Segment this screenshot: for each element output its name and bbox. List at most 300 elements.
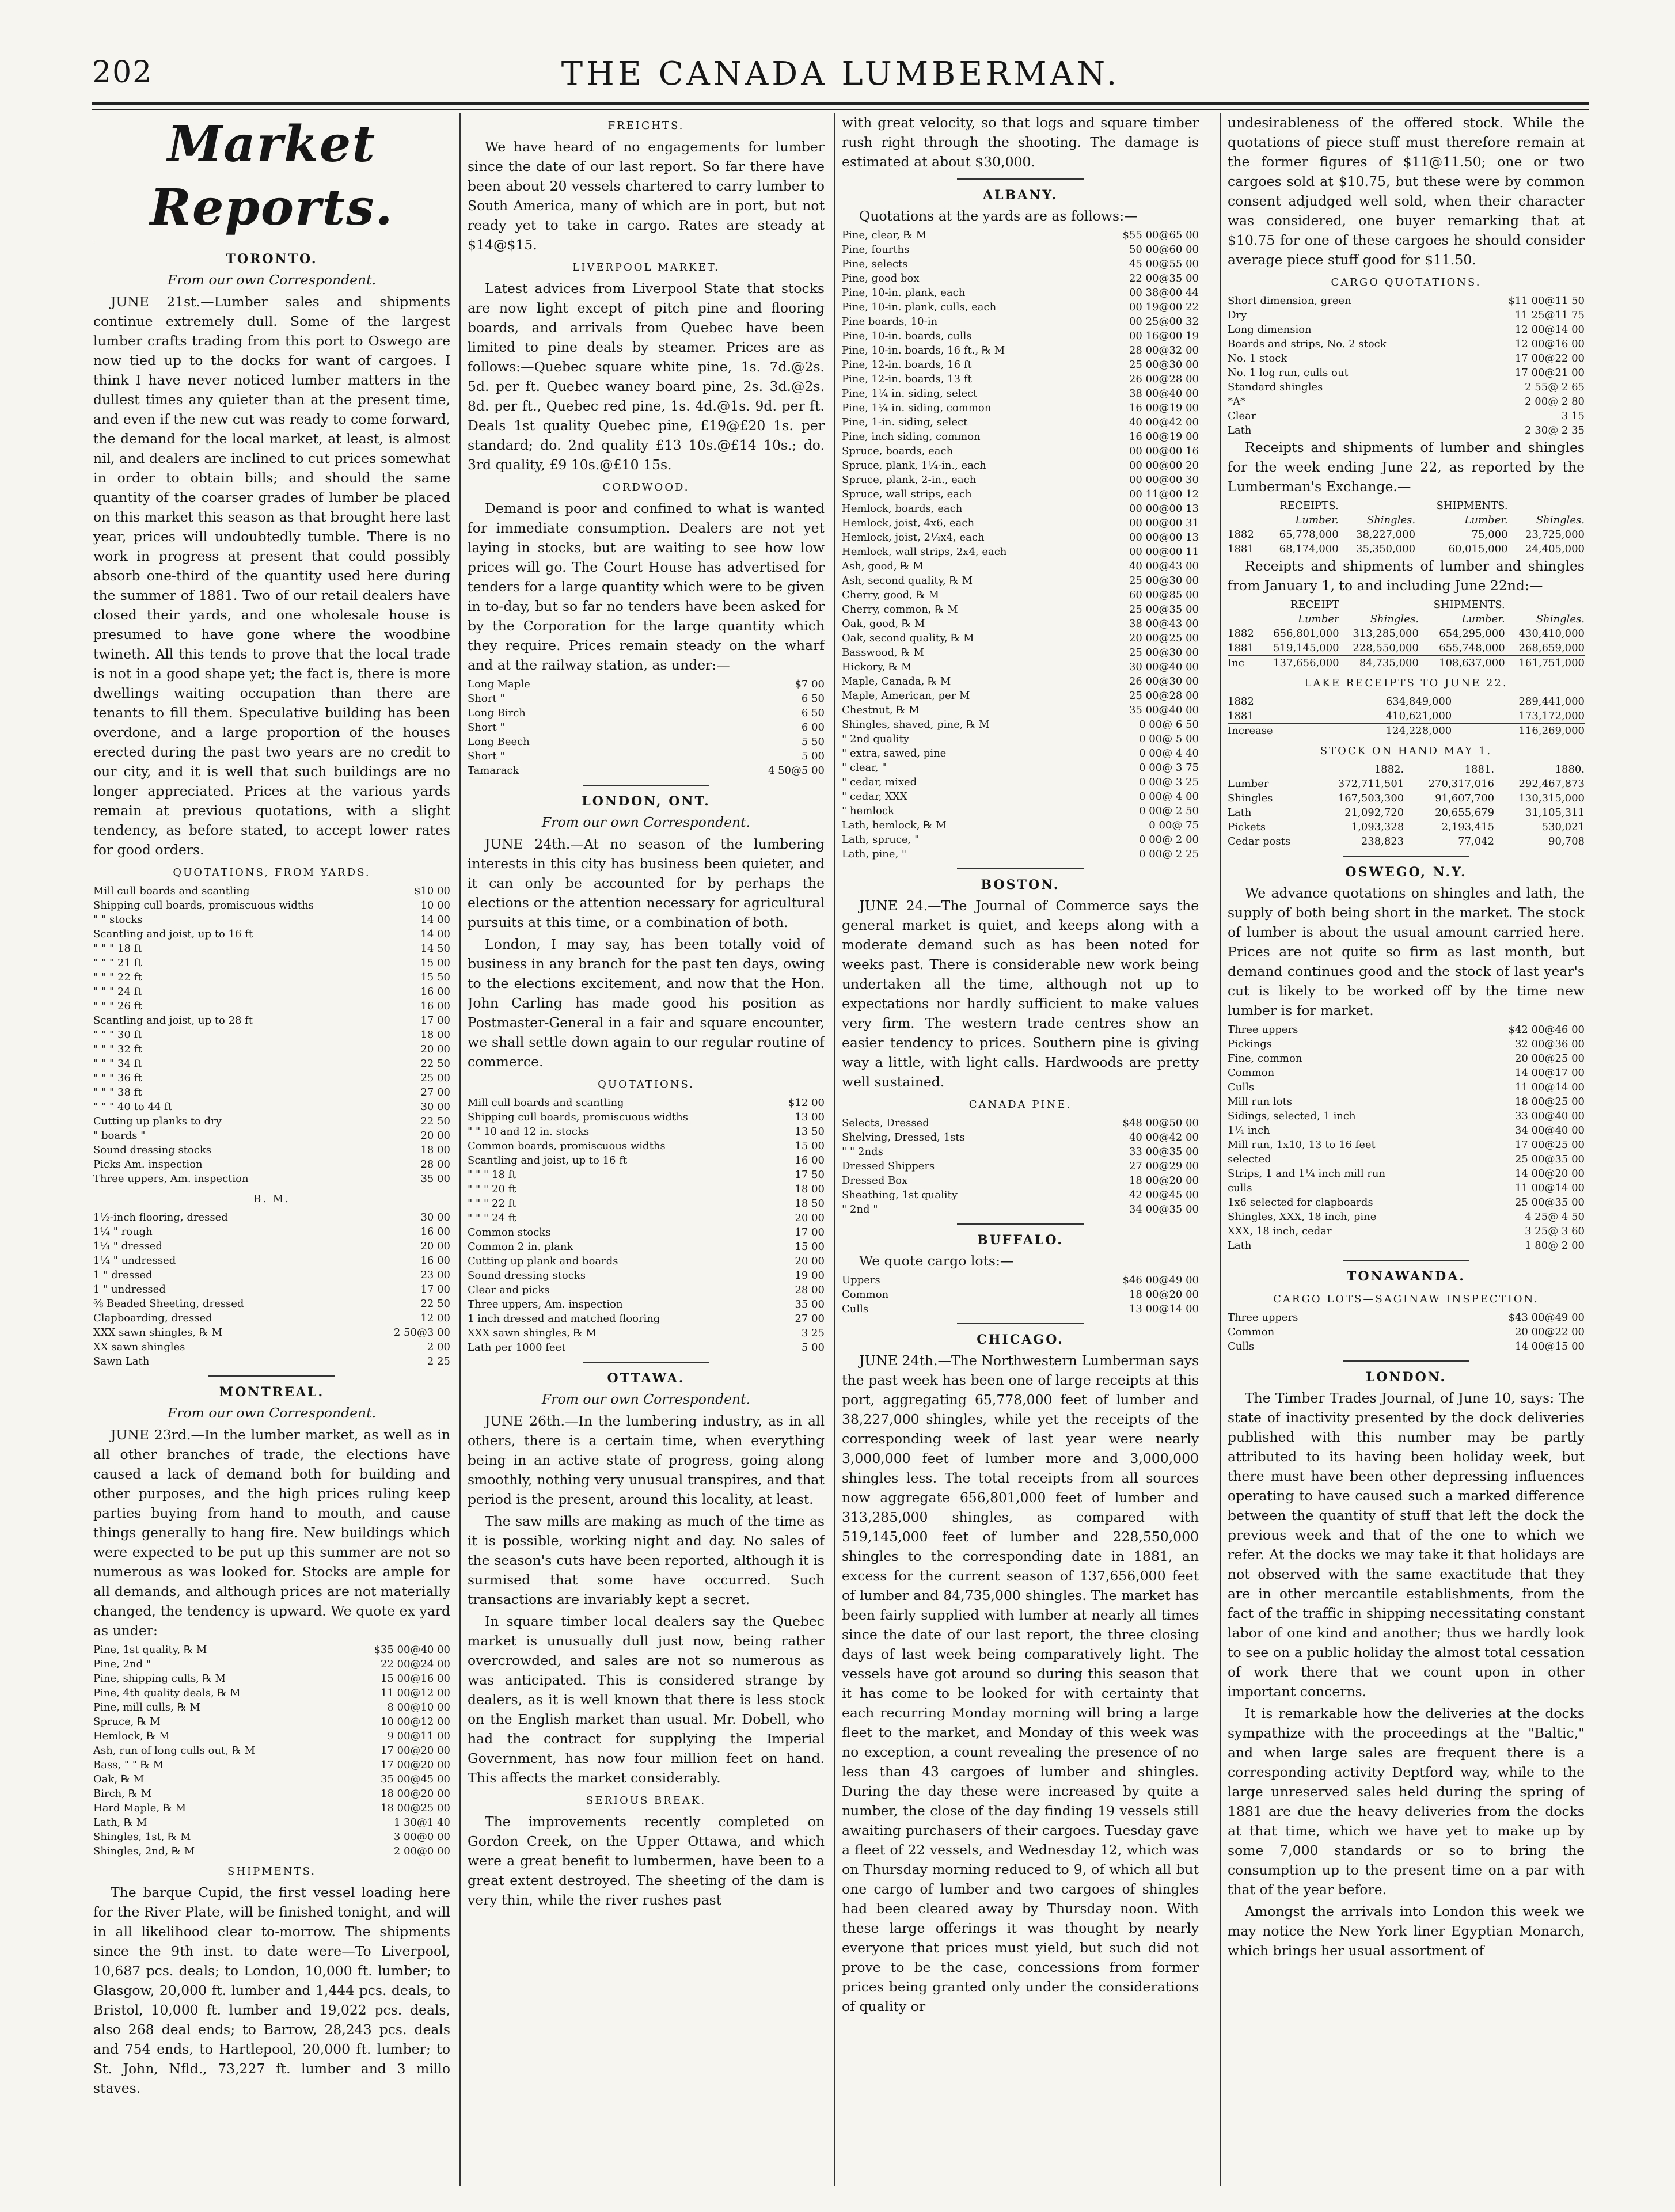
lake-receipts-table	[1228, 694, 1585, 738]
table-row	[468, 1168, 825, 1182]
item-name: Birch, ℞ M	[93, 1788, 151, 1800]
item-name: Clear	[1228, 410, 1256, 422]
item-price: $46 00@49 00	[1122, 1274, 1199, 1286]
item-name: " " " 24 ft	[93, 986, 142, 998]
item-name: XXX sawn shingles, ℞ M	[468, 1327, 597, 1339]
heading-oswego: OSWEGO, N.Y.	[1345, 865, 1467, 880]
table-row	[1228, 322, 1585, 337]
item-price: 4 50@5 00	[768, 765, 825, 777]
table-row	[842, 415, 1199, 430]
table-row	[842, 746, 1199, 761]
item-price: 35 00	[420, 1173, 450, 1185]
chicago-report: JUNE 24th.—The Northwestern Lumberman says the past week has been one of large receipts at this port, aggregating 65,778,000 feet of lumber and 38,227,000 shingles, while yet the receipts of the corresponding week of last year were nearly 3,000,000 feet of lumber more and 3,000,000 shingles less. The total receipts from all sources now aggregate 656,801,000 feet of lumber and 313,285,000 shingles, as compared with 519,145,000 feet of lumber and 228,550,000 shingles to the corresponding date in 1881, an excess for the current season of 137,656,000 feet of lumber and 84,735,000 shingles. The market has been fairly supplied with lumber at nearly all times since the date of our last report, the three closing days of last week being comparatively light. The vessels have got around so during this season that it has come to be looked for with certainty that each recurring Monday morning will bring a large fleet to the market, and Monday of this week was no exception, a count revealing the presence of no less than 43 cargoes of lumber and shingles. During the day these were increased by quite a number, the close of the day finding 19 vessels still awaiting purchasers of their cargoes. Tuesday gave a fleet of 22 vessels, and Wednesday 12, which was on Thursday morning reduced to 9, of which all but one cargo of lumber and two cargoes of shingles had been cleared away by Thursday noon. With these large offerings it was thought by nearly everyone that prices must yield, but such did not prove to be the case, concessions from former prices being granted only under the considerations of quality or	[842, 1352, 1199, 2015]
item-price: 14 50	[420, 942, 450, 955]
item-name: " " " 18 ft	[93, 942, 142, 955]
table-row	[93, 1772, 450, 1787]
item-price: 32 00@36 00	[1514, 1038, 1585, 1050]
table-row	[1228, 1138, 1585, 1152]
item-name: Pine, 1¼ in. siding, select	[842, 387, 978, 400]
table-row	[93, 927, 450, 941]
item-price: $12 00	[788, 1097, 825, 1109]
item-name: Long dimension	[1228, 324, 1312, 336]
item-price: 3 15	[1561, 410, 1585, 422]
table-row	[468, 1283, 825, 1297]
table-row	[468, 1312, 825, 1326]
item-name: " " stocks	[93, 914, 143, 926]
item-name: " " " 22 ft	[93, 971, 142, 983]
table-row	[842, 286, 1199, 300]
table-row	[93, 1253, 450, 1268]
item-name: Short "	[468, 750, 505, 762]
item-name: " boards "	[93, 1130, 146, 1142]
item-name: Cherry, good, ℞ M	[842, 589, 939, 601]
item-name: " cedar, XXX	[842, 790, 907, 803]
table-row	[1228, 1195, 1585, 1210]
item-price: 2 00@ 2 80	[1525, 396, 1585, 408]
subheading: STOCK ON HAND MAY 1.	[1320, 745, 1492, 757]
table-cell: 410,621,000	[1385, 710, 1452, 722]
table-row	[468, 1297, 825, 1312]
item-price: 16 00	[420, 1255, 450, 1267]
section-title: Market Reports.	[93, 113, 450, 241]
table-cell: Lumber.	[1295, 514, 1339, 526]
item-name: Pine, 4th quality deals, ℞ M	[93, 1687, 241, 1699]
table-row	[842, 789, 1199, 804]
subheading: LIVERPOOL MARKET.	[572, 261, 720, 273]
table-row	[468, 720, 825, 735]
item-name: Clear and picks	[468, 1284, 550, 1296]
table-cell: 161,751,000	[1518, 657, 1585, 669]
price-table	[468, 677, 825, 778]
item-price: 13 00	[795, 1111, 825, 1123]
table-cell: 60,015,000	[1448, 543, 1508, 555]
heading-london-ont: LONDON, ONT.	[582, 794, 711, 809]
item-price: 8 00@10 00	[387, 1701, 450, 1713]
shipments-report: The barque Cupid, the first vessel loading here for the River Plate, will be finished tonight, and will in all likelihood clear to-morrow. The shipments since the 9th inst. to date were—To Liverpool, 10,687 pcs. deals; to London, 10,000 ft. lumber; to Glasgow, 20,000 ft. lumber and 1,444 pcs. deals, to Bristol, 10,000 ft. lumber and 19,022 pcs. deals, also 268 deal ends; to Barrow, 28,243 pcs. deals and 754 ends, to Hartlepool, 20,000 ft. lumber; to St. John, Nfld., 73,227 ft. lumber and 3 millo staves.	[93, 1884, 450, 2096]
column-1	[93, 113, 450, 2186]
item-name: Maple, American, per M	[842, 690, 970, 702]
item-price: 0 00@ 4 00	[1139, 790, 1199, 803]
table-row	[842, 271, 1199, 286]
item-price: 3 25	[801, 1327, 825, 1339]
item-name: Oak, second quality, ℞ M	[842, 632, 974, 644]
item-price: 0 00@ 75	[1149, 819, 1199, 831]
heading-albany: ALBANY.	[983, 188, 1058, 203]
table-cell: 430,410,000	[1518, 628, 1585, 640]
table-cell: 65,778,000	[1279, 529, 1339, 541]
subheading: SERIOUS BREAK.	[586, 1795, 707, 1807]
item-name: Pickings	[1228, 1038, 1272, 1050]
table-cell	[1228, 499, 1262, 513]
item-price: 33 00@35 00	[1129, 1146, 1199, 1158]
table-row	[468, 1340, 825, 1355]
item-price: 6 50	[801, 693, 825, 705]
table-row	[842, 559, 1199, 573]
item-name: " " " 32 ft	[93, 1043, 142, 1055]
receipts-table	[1228, 598, 1585, 670]
table-row	[468, 1182, 825, 1196]
item-price: 13 50	[795, 1126, 825, 1138]
table-cell: 173,172,000	[1518, 710, 1585, 722]
table-row	[93, 1715, 450, 1729]
item-price: 11 00@14 00	[1514, 1081, 1585, 1093]
item-name: Shipping cull boards, promiscuous widths	[468, 1111, 688, 1123]
table-row	[842, 732, 1199, 746]
item-name: Culls	[842, 1303, 869, 1315]
table-cell: Lumber.	[1461, 613, 1505, 625]
item-price: 20 00@22 00	[1514, 1326, 1585, 1338]
item-name: " " " 22 ft	[468, 1198, 516, 1210]
london-report: Amongst the arrivals into London this week we may notice the New York liner Egyptian Monarch, which brings her usual assortment of	[1228, 1903, 1585, 1959]
table-row	[1228, 834, 1585, 849]
item-price: 16 00	[420, 1000, 450, 1012]
item-price: 15 00	[795, 1241, 825, 1253]
table-row	[468, 1211, 825, 1225]
table-row	[1228, 1310, 1585, 1325]
price-table	[842, 228, 1199, 861]
table-cell: 1881	[1228, 543, 1254, 555]
table-row	[93, 1758, 450, 1772]
table-row	[842, 588, 1199, 602]
table-cell: 270,317,016	[1428, 778, 1495, 790]
item-price: 00 00@00 20	[1129, 459, 1199, 472]
table-row	[93, 1743, 450, 1758]
item-price: 2 00	[427, 1341, 450, 1353]
item-name: 1¼ " rough	[93, 1226, 153, 1238]
item-name: Shingles, shaved, pine, ℞ M	[842, 719, 990, 731]
item-price: 11 00@12 00	[380, 1687, 450, 1699]
item-price: 40 00@42 00	[1129, 416, 1199, 428]
item-name: Pine, 10-in. plank, each	[842, 287, 966, 299]
item-name: Sawn Lath	[93, 1355, 150, 1367]
table-cell: 292,467,873	[1518, 778, 1585, 790]
table-row	[1228, 1094, 1585, 1109]
item-name: Bass, " " ℞ M	[93, 1759, 164, 1771]
item-price: 16 00	[795, 1154, 825, 1166]
item-price: 33 00@40 00	[1514, 1110, 1585, 1122]
masthead	[92, 55, 1589, 96]
table-row	[93, 1085, 450, 1100]
item-price: 30 00	[420, 1211, 450, 1223]
table-cell: 654,295,000	[1439, 628, 1505, 640]
table-row	[1228, 423, 1585, 438]
table-row	[842, 530, 1199, 545]
item-name: Short dimension, green	[1228, 295, 1351, 307]
item-price: 0 00@ 4 40	[1139, 747, 1199, 759]
item-name: Picks Am. inspection	[93, 1158, 203, 1170]
item-name: Oak, ℞ M	[93, 1773, 145, 1785]
price-table	[468, 1096, 825, 1355]
table-cell	[1339, 499, 1415, 513]
heading-ottawa: OTTAWA.	[607, 1371, 685, 1386]
item-name: Short "	[468, 721, 505, 733]
table-cell: SHIPMENTS.	[1433, 599, 1505, 611]
item-name: 1½-inch flooring, dressed	[93, 1211, 228, 1223]
table-row	[842, 358, 1199, 372]
table-row	[842, 329, 1199, 343]
table-row	[842, 501, 1199, 516]
item-price: 6 00	[801, 721, 825, 733]
item-name: Spruce, ℞ M	[93, 1716, 161, 1728]
item-price: 9 00@11 00	[387, 1730, 450, 1742]
item-name: " cedar, mixed	[842, 776, 917, 788]
item-price: 13 00@14 00	[1129, 1303, 1199, 1315]
item-name: Dressed Box	[842, 1175, 908, 1187]
table-row	[1228, 380, 1585, 394]
london-report: It is remarkable how the deliveries at the docks sympathize with the proceedings at the "Baltic," and when large sales are frequent there is a corresponding activity Deptford way, while to the large unreserved sales held during the spring of 1881 are due the heavy deliveries from the docks at that time, which we have yet to make up by some 7,000 standards or so to bring the consumption up to the present time on a par with that of the year before.	[1228, 1705, 1585, 1898]
item-name: " " " 26 ft	[93, 1000, 142, 1012]
column-3	[842, 113, 1199, 2186]
item-name: Pine, clear, ℞ M	[842, 229, 927, 241]
table-row	[842, 1287, 1199, 1302]
subheading: CORDWOOD.	[602, 481, 690, 493]
table-cell: 289,441,000	[1518, 695, 1585, 708]
item-price: 14 00@20 00	[1514, 1168, 1585, 1180]
table-cell: 108,637,000	[1439, 657, 1505, 669]
table-row	[842, 1145, 1199, 1159]
item-price: 14 00	[420, 928, 450, 940]
table-row	[1228, 1123, 1585, 1138]
item-name: Cutting up planks to dry	[93, 1115, 222, 1127]
item-name: ⅝ Beaded Sheeting, dressed	[93, 1298, 244, 1310]
item-price: 20 00	[420, 1130, 450, 1142]
heading-toronto: TORONTO.	[226, 252, 318, 267]
byline: From our own Correspondent.	[167, 272, 377, 288]
continued-text: with great velocity, so that logs and square timber rush right through the shooting. The damage is estimated at about $30,000.	[842, 115, 1199, 170]
table-row	[842, 645, 1199, 660]
table-row	[842, 401, 1199, 415]
item-price: 0 00@ 3 25	[1139, 776, 1199, 788]
item-name: Strips, 1 and 1¼ inch mill run	[1228, 1168, 1386, 1180]
item-price: 12 00@16 00	[1514, 338, 1585, 350]
item-name: 1 " dressed	[93, 1269, 153, 1281]
item-price: 22 00@35 00	[1129, 272, 1199, 284]
table-row	[93, 1311, 450, 1325]
item-price: 5 00	[801, 750, 825, 762]
table-cell: 35,350,000	[1356, 543, 1416, 555]
item-name: Mill cull boards and scantling	[468, 1097, 624, 1109]
item-price: $55 00@65 00	[1122, 229, 1199, 241]
receipts-table	[1228, 499, 1585, 556]
serious-break-report: The improvements recently completed on Gordon Creek, on the Upper Ottawa, and which were a great benefit to lumbermen, have been to a great extent destroyed. The sheeting of the dam is very thin, while the river rushes past	[468, 1814, 825, 1908]
item-price: 22 50	[420, 1298, 450, 1310]
table-cell	[1228, 762, 1313, 777]
table-row	[842, 1130, 1199, 1145]
ottawa-report: In square timber local dealers say the Quebec market is unusually dull just now, being rather overcrowded, and sales are not so numerous as was anticipated. This is considered strange by dealers, as it is well known that there is less stock on the English market than usual. Mr. Dobell, who had the contract for supplying the Imperial Government, has now four million feet on hand. This affects the market considerably.	[468, 1613, 825, 1786]
table-row	[1228, 1080, 1585, 1094]
item-name: Sound dressing stocks	[93, 1144, 211, 1156]
item-price: 18 00	[795, 1183, 825, 1195]
item-price: 14 00@17 00	[1514, 1067, 1585, 1079]
subheading: CANADA PINE.	[968, 1099, 1072, 1111]
item-price: 25 00	[420, 1072, 450, 1084]
item-price: 18 00@20 00	[1129, 1289, 1199, 1301]
table-cell	[1339, 598, 1419, 612]
item-name: 1¼ inch	[1228, 1124, 1270, 1137]
price-table	[1228, 294, 1585, 438]
item-name: XX sawn shingles	[93, 1341, 185, 1353]
item-price: $35 00@40 00	[374, 1644, 450, 1656]
item-price: 14 00@15 00	[1514, 1340, 1585, 1352]
table-cell: 84,735,000	[1359, 657, 1419, 669]
buffalo-intro: We quote cargo lots:—	[859, 1253, 1014, 1269]
item-price: 12 00@14 00	[1514, 324, 1585, 336]
table-cell: 77,042	[1458, 835, 1495, 847]
table-row	[93, 898, 450, 913]
item-name: Shingles, XXX, 18 inch, pine	[1228, 1211, 1377, 1223]
table-cell: 124,228,000	[1385, 725, 1452, 737]
item-name: Hemlock, joist, 2¼x4, each	[842, 531, 985, 544]
cordwood-report: Demand is poor and confined to what is wanted for immediate consumption. Dealers are not yet laying in stocks, but are waiting to see how low prices will go. The Court House has advertised for tenders for a large quantity which were to be given in to-day, but so far no tenders have been asked for by the Corporation for the large quantity which they require. Prices remain steady on the wharf and at the railway station, as under:—	[468, 500, 825, 673]
column-2	[468, 113, 825, 2186]
table-row	[93, 999, 450, 1013]
table-cell: Pickets	[1228, 821, 1266, 833]
table-row	[842, 818, 1199, 833]
table-cell	[1228, 598, 1259, 612]
item-name: Cutting up plank and boards	[468, 1255, 618, 1267]
column-rule	[834, 113, 835, 2186]
item-price: 25 00@30 00	[1129, 647, 1199, 659]
item-name: Maple, Canada, ℞ M	[842, 675, 951, 687]
item-name: Common	[1228, 1067, 1275, 1079]
separator	[468, 785, 825, 786]
table-cell	[1228, 612, 1259, 626]
item-name: Hard Maple, ℞ M	[93, 1802, 187, 1814]
item-price: 38 00@43 00	[1129, 618, 1199, 630]
table-row	[842, 1188, 1199, 1202]
table-cell: 2,193,415	[1441, 821, 1495, 833]
item-name: Pine, 2nd "	[93, 1658, 151, 1670]
subheading: FREIGHTS.	[607, 120, 685, 132]
item-name: Sound dressing stocks	[468, 1270, 586, 1282]
table-row	[842, 300, 1199, 314]
item-name: Uppers	[842, 1274, 880, 1286]
item-price: 38 00@40 00	[1129, 387, 1199, 400]
item-name: " " " 30 ft	[93, 1029, 142, 1041]
item-price: 18 00@20 00	[1129, 1175, 1199, 1187]
london-ont-report: JUNE 24th.—At no season of the lumbering interests in this city has business been quieter, and it can only be accounted for by perhaps the elections or the attention necessary for agricultural pursuits at this time, or a combination of both.	[468, 836, 825, 930]
table-row	[1228, 805, 1585, 820]
table-row	[468, 1096, 825, 1110]
item-price: 18 00@25 00	[380, 1802, 450, 1814]
item-price: $42 00@46 00	[1508, 1024, 1585, 1036]
item-name: Hemlock, wall strips, 2x4, each	[842, 546, 1007, 558]
item-name: " " " 34 ft	[93, 1058, 142, 1070]
item-price: 34 00@35 00	[1129, 1203, 1199, 1215]
table-row	[93, 1686, 450, 1700]
item-price: 25 00@30 00	[1129, 359, 1199, 371]
table-cell: 372,711,501	[1338, 778, 1404, 790]
separator	[842, 178, 1199, 180]
subheading: CARGO QUOTATIONS.	[1331, 276, 1482, 288]
item-price: 12 00	[420, 1312, 450, 1324]
item-price: 20 00@25 00	[1129, 632, 1199, 644]
toronto-report: JUNE 21st.—Lumber sales and shipments continue extremely dull. Some of the largest lumber crafts trading from this port to Oswego are now tied up to the docks for want of cargoes. I think I have never noticed lumber matters in the dullest times any quieter than at the present time, and even if the new cut was ready to come forward, the demand for the local market, at least, is almost nil, and dealers are inclined to cut prices somewhat in order to obtain bills; and should the same quantity of the coarser grades of lumber be placed on this market this season as that brought here last year, prices will undoubtedly tumble. There is no work in progress at present that could possibly absorb one-third of the quantity used here during the summer of 1881. Two of our retail dealers have closed their yards, and one wholesale house is presumed to have gone where the woodbine twineth. All this tends to prove that the local trade is not in a good shape yet; the fact is, there is more dwellings waiting occupation than there are tenants to fill them. Speculative building has been overdone, and a large proportion of the houses erected during the past two years are no credit to our city, and it is well that such buildings are no longer appreciated. Prices at the various yards remain at previous quotations, with a slight tendency, as before stated, to accept lower rates for good orders.	[93, 294, 450, 858]
separator	[1228, 1360, 1585, 1362]
boston-report: JUNE 24.—The Journal of Commerce says the general market is quiet, and keeps along with a moderate demand such as has been noted for weeks past. There is considerable new work being undertaken all the time, although not up to expectations nor hardly sufficient to make values very firm. The western trade centres show an easier tendency to prices. Southern pine is giving way a little, with light calls. Hardwoods are pretty well sustained.	[842, 898, 1199, 1090]
table-row	[1228, 1023, 1585, 1037]
table-row	[1228, 308, 1585, 322]
item-name: selected	[1228, 1153, 1271, 1165]
item-name: Fine, common	[1228, 1052, 1302, 1065]
item-price: 16 00@19 00	[1129, 431, 1199, 443]
table-row	[1228, 337, 1585, 351]
table-row	[1228, 366, 1585, 380]
item-name: Tamarack	[468, 765, 519, 777]
item-price: 40 00@43 00	[1129, 560, 1199, 572]
item-price: 30 00@40 00	[1129, 661, 1199, 673]
table-cell: 21,092,720	[1344, 807, 1404, 819]
table-row	[468, 691, 825, 706]
table-row	[93, 1225, 450, 1239]
table-row	[842, 602, 1199, 617]
separator	[842, 1223, 1199, 1225]
item-name: No. 1 log run, culls out	[1228, 367, 1349, 379]
table-cell: 530,021	[1541, 821, 1585, 833]
table-cell: Shingles.	[1370, 613, 1419, 625]
item-name: " " " 38 ft	[93, 1086, 142, 1099]
item-name: " 2nd quality	[842, 733, 910, 745]
table-row	[1228, 820, 1585, 834]
table-cell: 313,285,000	[1353, 628, 1419, 640]
table-cell: Cedar posts	[1228, 835, 1291, 847]
london-ont-report: London, I may say, has been totally void of business in any branch for the past ten days, owing to the elections excitement, and now that the Hon. John Carling has made good his position as Postmaster-General in a fair and square encounter, we shall settle down again to our regular routine of commerce.	[468, 936, 825, 1070]
item-price: 10 00@12 00	[380, 1716, 450, 1728]
item-price: 42 00@45 00	[1129, 1189, 1199, 1201]
item-price: 15 00	[795, 1140, 825, 1152]
table-row	[468, 1225, 825, 1240]
table-cell: 1881	[1228, 642, 1254, 654]
item-price: 27 00	[795, 1313, 825, 1325]
table-row	[93, 1844, 450, 1858]
table-cell: Inc	[1228, 657, 1244, 669]
item-name: 1 inch dressed and matched flooring	[468, 1313, 660, 1325]
item-name: Hemlock, ℞ M	[93, 1730, 170, 1742]
byline: From our own Correspondent.	[167, 1405, 377, 1421]
table-cell: Lumber	[1298, 613, 1339, 625]
item-price: 60 00@85 00	[1129, 589, 1199, 601]
table-row	[93, 1282, 450, 1297]
item-name: *A*	[1228, 396, 1245, 408]
table-row	[93, 1354, 450, 1369]
item-price: 0 00@ 2 50	[1139, 805, 1199, 817]
separator	[468, 1362, 825, 1363]
item-name: Ash, run of long culls out, ℞ M	[93, 1744, 255, 1757]
table-cell: 31,105,311	[1525, 807, 1585, 819]
item-price: 26 00@30 00	[1129, 675, 1199, 687]
table-row	[842, 689, 1199, 703]
table-row	[1228, 1224, 1585, 1238]
table-row	[93, 913, 450, 927]
item-price: 3 00@0 00	[393, 1831, 450, 1843]
table-row	[842, 703, 1199, 717]
item-name: Selects, Dressed	[842, 1117, 929, 1129]
table-cell: 1882	[1228, 529, 1254, 541]
item-price: 25 00@30 00	[1129, 575, 1199, 587]
item-name: Pine, 1-in. siding, select	[842, 416, 968, 428]
item-price: 15 00@16 00	[380, 1673, 450, 1685]
item-price: 10 00	[420, 899, 450, 911]
table-row	[468, 735, 825, 749]
item-name: " " " 24 ft	[468, 1212, 516, 1224]
item-name: " " " 36 ft	[93, 1072, 142, 1084]
table-row	[1228, 294, 1585, 308]
subheading: QUOTATIONS.	[598, 1078, 694, 1090]
table-row	[842, 660, 1199, 674]
separator	[842, 868, 1199, 869]
item-name: Pine boards, 10-in	[842, 316, 938, 328]
item-price: 11 25@11 75	[1514, 309, 1585, 321]
